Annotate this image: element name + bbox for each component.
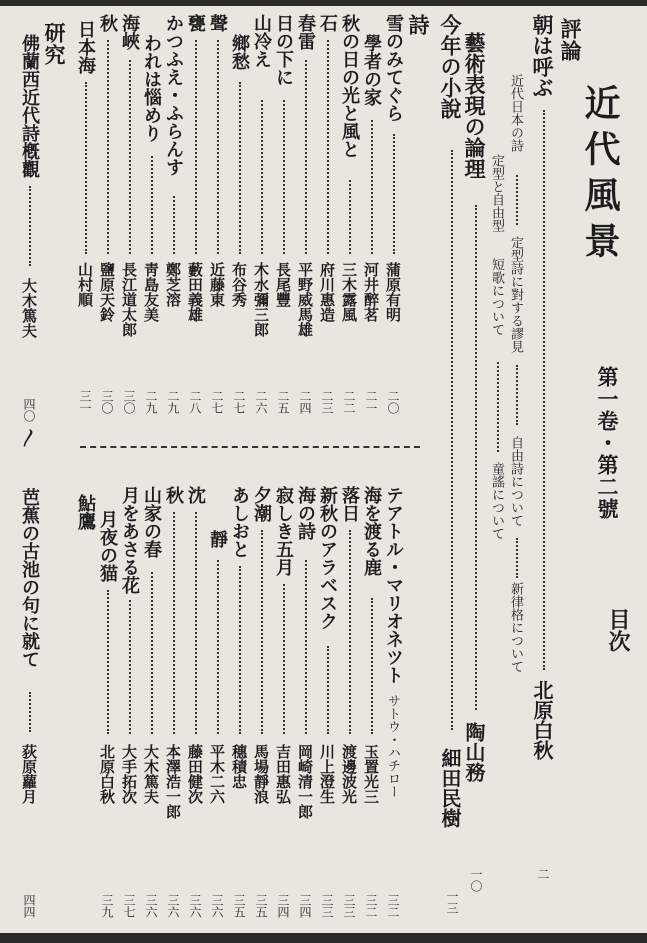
entry-author: 長尾豐 [274,262,292,307]
leader-dots [283,100,285,254]
entry-author: 大木篤夫 [20,278,38,338]
entry-title: われは惱めり [141,34,162,142]
leader-dots [217,560,219,734]
entry-page: 二八 [188,390,202,414]
entry-title: 學者の家 [361,34,382,106]
leader-dots [173,512,175,734]
entry-page: 三〇 [100,390,114,414]
entry-author: 大木篤夫 [142,744,160,804]
entry-author: 河井醉茗 [362,262,380,322]
entry-author: 荻原蘿月 [20,744,38,804]
entry-page: 三四 [298,894,312,918]
leader-dots [327,646,329,734]
leader-dots [85,82,87,254]
leader-dots [516,538,518,578]
entry-title: 海峽 [119,14,140,50]
entry-title: 海の詩 [295,486,316,540]
entry-title: 秋 [97,14,118,32]
entry-page: 二二 [342,390,356,414]
entry-author: 細田民樹 [438,748,462,828]
entry-author: 蒲原有明 [384,262,402,322]
entry-title: かつふえ・ふらんす [163,14,184,176]
entry-author: 馬場靜浪 [252,744,270,804]
entry-page: 一三 [445,890,459,914]
entry-page: 三三 [342,894,356,918]
entry-author: 藪田義雄 [186,262,204,322]
entry-title: 沈 [185,486,206,504]
entry-author: 渡邊波光 [340,744,358,804]
entry-author: 陶山務 [462,722,486,782]
entry-title: 雪のみてぐら [383,14,404,122]
page-edge-top [0,0,647,6]
entry-author: 北原白秋 [98,744,116,804]
leader-dots [349,530,351,734]
entry-title: 海を渡る鹿 [361,486,382,576]
leader-dots [29,186,31,266]
leader-dots [475,205,477,710]
entry-page: 三四 [276,894,290,918]
entry-page: 三六 [210,894,224,918]
entry-page: 四〇 [22,398,36,422]
entry-title: 今年の小說 [438,14,463,119]
entry-author: 三木露風 [340,262,358,322]
entry-page: 三五 [254,894,268,918]
section-heading-poetry: 詩 [406,14,431,36]
leader-dots [217,40,219,254]
entry-title: 芭蕉の古池の句に就て [19,488,40,668]
entry-page: 三三 [320,894,334,918]
entry-page: 三二 [386,894,400,918]
entry-author: 藤田健次 [186,744,204,804]
entry-author: 平木二六 [208,744,226,804]
leader-dots [151,572,153,734]
entry-page: 二九 [166,390,180,414]
entry-title: テアトル・マリオネツト [383,486,404,684]
entry-title: 甕 [185,14,206,32]
entry-title: 鄉愁 [229,34,250,70]
section-heading-critique: 評論 [558,18,583,62]
leader-dots [305,560,307,734]
leader-dots [327,40,329,254]
entry-page: 三〇 [122,390,136,414]
subtopic: 短歌について [489,258,504,336]
entry-page: 二〇 [386,390,400,414]
entry-page: 三二 [364,894,378,918]
entry-title: 靜 [207,530,228,548]
leader-dots [261,530,263,734]
subtopic: 自由詩について [508,436,523,527]
entry-title: 秋の日の光と風と [339,14,360,158]
entry-author: 府川惠造 [318,262,336,322]
entry-author: 吉田惠弘 [274,744,292,804]
leader-dots [107,590,109,734]
entry-page: 四四 [22,894,36,918]
leader-dots [239,566,241,734]
entry-page: 二一 [364,390,378,414]
entry-page: 二七 [210,390,224,414]
subtopic: 新律格について [508,582,523,673]
section-heading-research: 研究 [42,22,67,66]
bracket-mark: 〳 [17,428,38,446]
contents-label: 目次 [605,608,631,652]
magazine-title: 近代風景 [579,84,621,268]
entry-page: 二六 [254,390,268,414]
entry-author: 平野威馬雄 [296,262,314,337]
leader-dots [371,120,373,254]
entry-page: 二七 [232,390,246,414]
entry-author: 靑島友美 [142,262,160,322]
entry-author: 長江道太郎 [120,262,138,337]
entry-page: 二四 [298,390,312,414]
entry-author: 鹽原天鈴 [98,262,116,322]
entry-author: 鄭芝溶 [164,262,182,307]
subtopic: 定型詩に對する謬見 [508,236,523,353]
entry-page: 一〇 [469,868,483,892]
entry-title: 鮎鷹 [75,494,96,530]
entry-page: 三九 [100,894,114,918]
leader-dots [283,584,285,734]
leader-dots [151,156,153,254]
entry-page: 三一 [78,390,92,414]
entry-title: 山家の春 [141,486,162,558]
entry-title: 山冷え [251,14,272,68]
entry-title: 夕潮 [251,486,272,522]
entry-author: サトウ・ハチロー [385,694,400,798]
issue-number: 第一卷・第二號 [595,366,620,520]
entry-title: 石 [317,14,338,32]
entry-author: 本澤浩一郎 [164,744,182,819]
entry-page: 三六 [144,894,158,918]
entry-title: 月をあさる花 [119,486,140,594]
leader-dots [393,134,395,254]
entry-page: 三六 [166,894,180,918]
entry-title: 新秋のアラベスク [317,486,338,630]
entry-page: 二九 [144,390,158,414]
subtopic: 定型と自由型 [489,154,504,232]
leader-dots [107,40,109,254]
leader-dots [239,82,241,254]
leader-dots [371,598,373,734]
entry-title: 日の下に [273,14,294,86]
leader-dots [173,196,175,254]
leader-dots [516,175,518,225]
entry-page: 二 [536,868,550,880]
entry-page: 二三 [320,390,334,414]
subtopic: 近代日本の詩 [508,74,523,152]
leader-dots [497,362,499,452]
entry-title: 月夜の猫 [97,510,118,582]
entry-title: 秋 [163,486,184,504]
entry-title: 朝は呼ぶ [530,14,555,98]
leader-dots [349,180,351,254]
entry-author: 布谷秀 [230,262,248,307]
leader-dots [195,512,197,734]
entry-author: 近藤東 [208,262,226,307]
entry-title: 聲 [207,14,228,32]
leader-dots [195,40,197,254]
leader-dots [29,692,31,732]
leader-dots [451,150,453,730]
entry-title: 藝術表現の論理 [462,32,487,179]
leader-dots [129,600,131,734]
entry-author: 穗積忠 [230,744,248,789]
leader-dots [305,60,307,254]
leader-dots [516,365,518,425]
entry-page: 三五 [232,894,246,918]
leader-dots [129,60,131,254]
entry-title: 落日 [339,486,360,522]
entry-author: 川上澄生 [318,744,336,804]
entry-title: 寂しき五月 [273,486,294,576]
entry-page: 三七 [122,894,136,918]
leader-dots [261,100,263,254]
page-edge-bottom [0,933,647,943]
entry-author: 山村順 [76,262,94,307]
entry-author: 玉置光三 [362,744,380,804]
entry-author: 大手拓次 [120,744,138,804]
entry-author: 岡崎清一郎 [296,744,314,819]
subtopic: 童謠について [489,462,504,540]
entry-title: 春雷 [295,14,316,50]
entry-title: 佛蘭西近代詩槪觀 [19,34,40,178]
entry-title: 日本海 [75,20,96,74]
entry-author: 木水彌三郎 [252,262,270,337]
leader-dots [543,110,545,670]
entry-page: 二五 [276,390,290,414]
section-divider [80,446,420,448]
entry-author: 北原白秋 [530,680,554,760]
entry-page: 三六 [188,894,202,918]
entry-title: あしおと [229,486,250,558]
